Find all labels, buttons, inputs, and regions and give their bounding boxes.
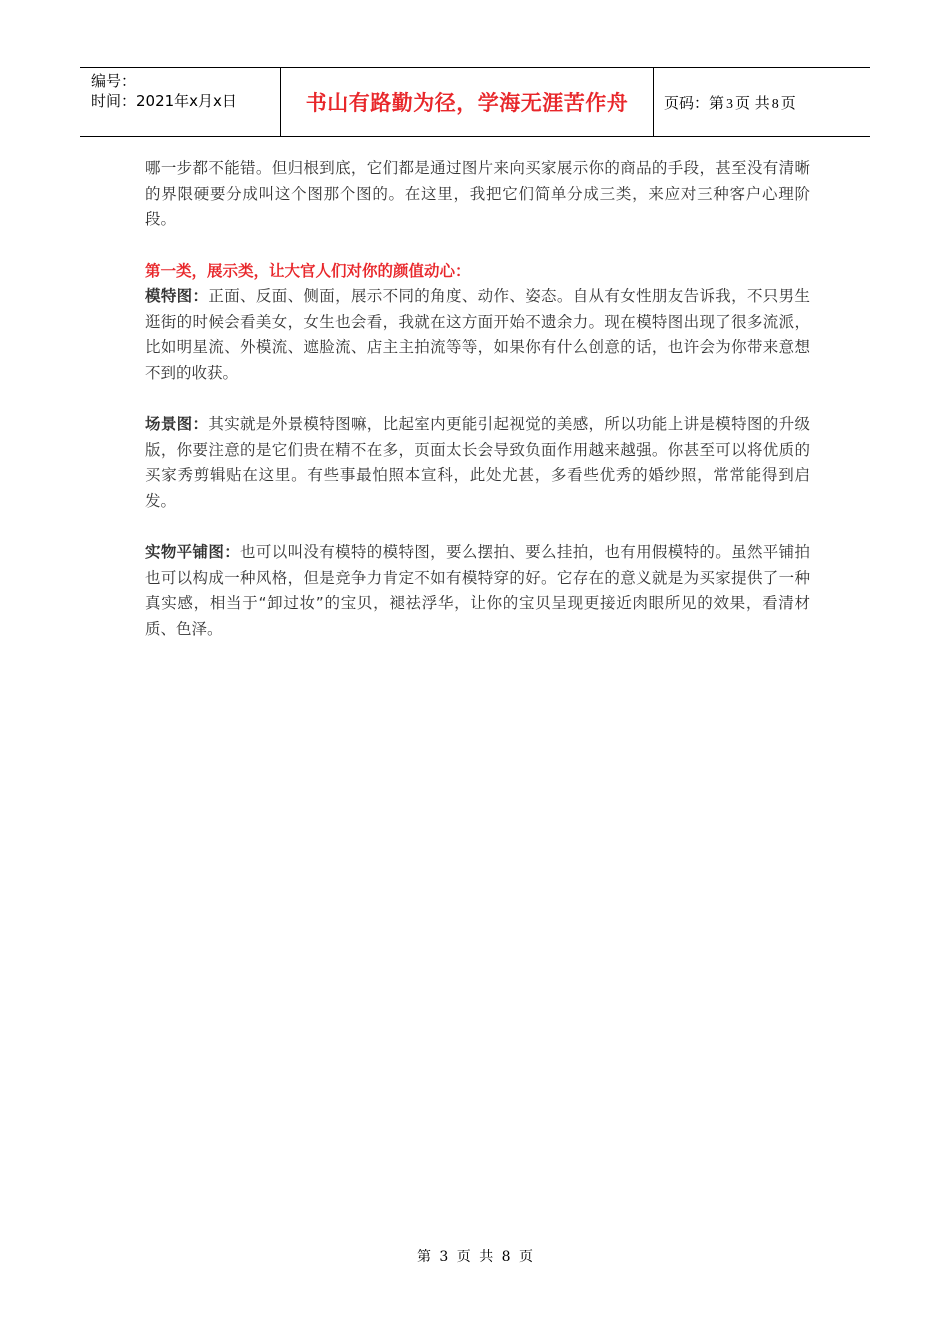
header-page-cell [654,68,870,136]
page-suffix: 页 [780,93,796,112]
model-paragraph [145,284,810,386]
flat-paragraph [145,540,810,642]
intro-paragraph: 哪一步都不能错。但归根到底，它们都是通过图片来向买家展示你的商品的手段，甚至没有清晰的界限硬要分成叫这个图那个图的。在这里，我把它们简单分成三类，来应对三种客户心理阶段。 [145,159,810,228]
page-mid: 页 共 [735,93,770,112]
section-title: 第一类，展示类，让大官人们对你的颜值动心： [145,261,471,280]
document-body [145,156,810,668]
header-motto-cell [281,68,654,136]
header-meta-cell [80,68,281,136]
page-prefix: 页码：第 [664,93,725,112]
model-term: 模特图： [145,287,209,305]
page-total: 8 [771,96,779,112]
scene-paragraph [145,412,810,514]
scene-text: 其实就是外景模特图嘛，比起室内更能引起视觉的美感，所以功能上讲是模特图的升级版，你要注意的是它们贵在精不在多，页面太长会导致负面作用越来越强。你甚至可以将优质的买家秀剪辑贴在这里。有些事最怕照本宣科，此处尤甚，多看些优秀的婚纱照，常常能得到启发。 [145,415,810,510]
flat-text: 也可以叫没有模特的模特图，要么摆拍、要么挂拍，也有用假模特的。虽然平铺拍也可以构成一种风格，但是竞争力肯定不如有模特穿的好。它存在的意义就是为买家提供了一种真实感，相当于“卸过妆”的宝贝，褪祛浮华，让你的宝贝呈现更接近肉眼所见的效果，看清材质、色泽。 [145,543,810,638]
page-footer: 第 3 页 共 8 页 [416,1249,534,1265]
model-text: 正面、反面、侧面，展示不同的角度、动作、姿态。自从有女性朋友告诉我，不只男生逛街的时候会看美女，女生也会看，我就在这方面开始不遗余力。现在模特图出现了很多流派，比如明星流、外模流、遮脸流、店主主拍流等等，如果你有什么创意的话，也许会为你带来意想不到的收获。 [145,287,810,382]
page-indicator [664,92,870,113]
scene-term: 场景图： [145,415,209,433]
time-label: 时间：2021年x月x日 [91,92,237,110]
page-header [80,67,870,137]
page-current: 3 [726,96,734,112]
flat-term: 实物平铺图： [145,543,241,561]
motto-text: 书山有路勤为径，学海无涯苦作舟 [305,91,629,115]
serial-label: 编号： [91,72,137,90]
